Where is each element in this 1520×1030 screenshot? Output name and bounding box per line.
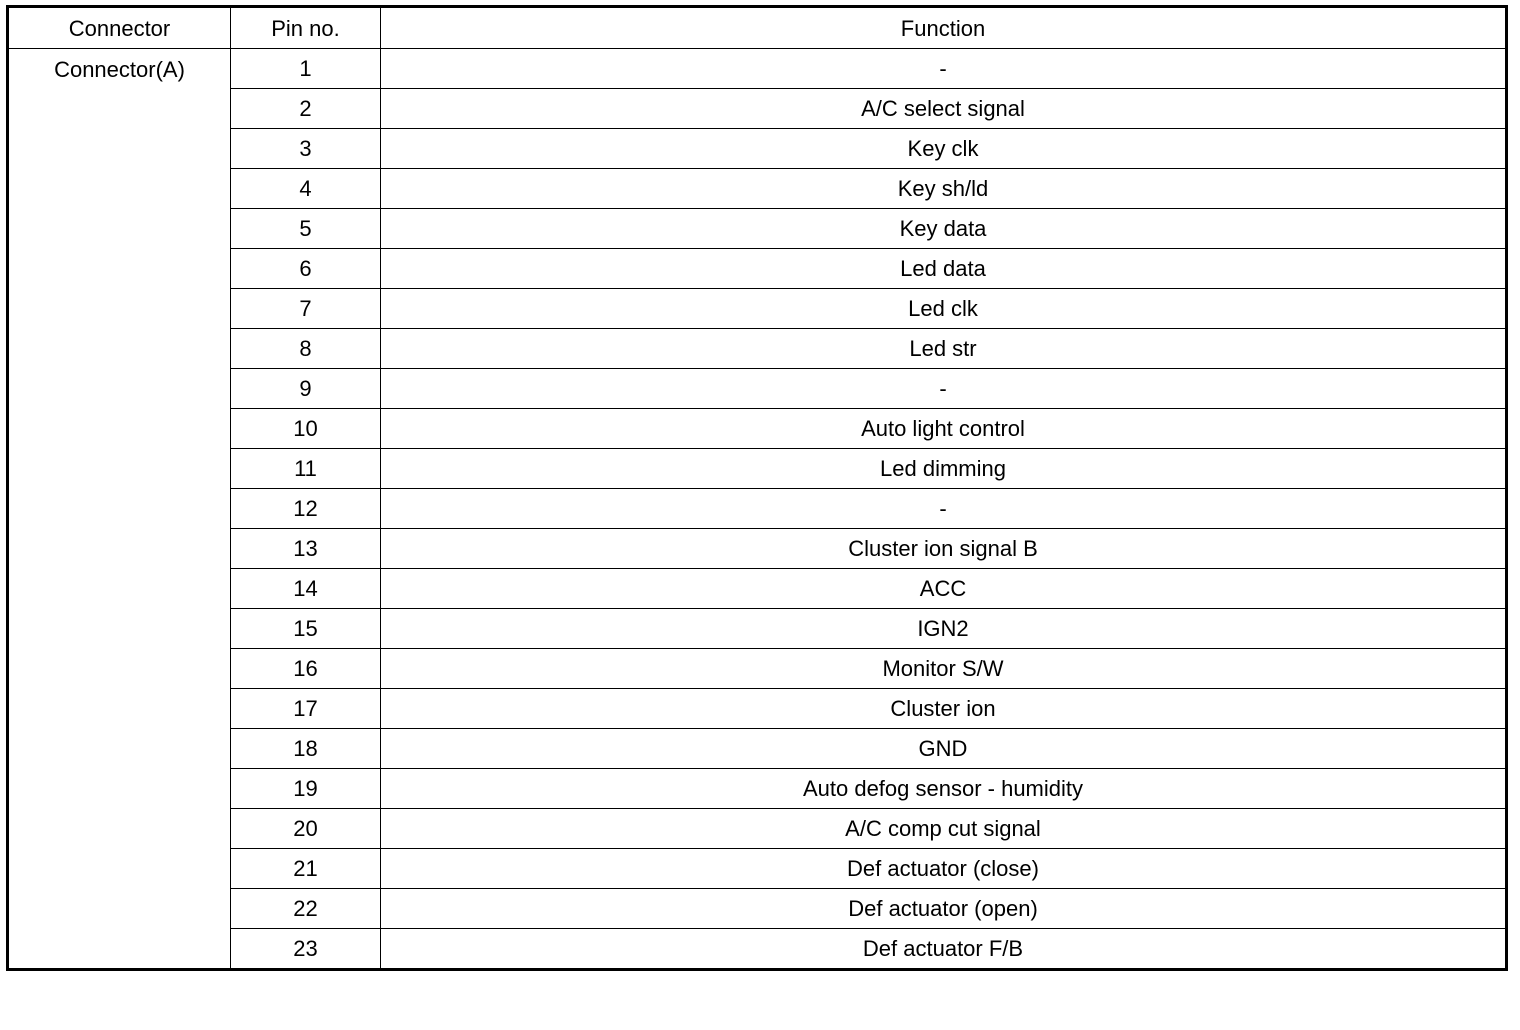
pin-number-cell: 1: [231, 49, 381, 89]
pin-function-cell: ACC: [381, 569, 1507, 609]
table-row: [8, 849, 1507, 889]
pin-function-cell: -: [381, 369, 1507, 409]
pin-function-cell: Led data: [381, 249, 1507, 289]
pin-number-cell: 10: [231, 409, 381, 449]
pin-function-cell: IGN2: [381, 609, 1507, 649]
table-row: [8, 329, 1507, 369]
pin-number-cell: 7: [231, 289, 381, 329]
pin-number-cell: 3: [231, 129, 381, 169]
pin-number-cell: 5: [231, 209, 381, 249]
table-row: [8, 449, 1507, 489]
pin-number-cell: 4: [231, 169, 381, 209]
table-row: [8, 729, 1507, 769]
pin-function-cell: -: [381, 489, 1507, 529]
table-row: [8, 209, 1507, 249]
pin-function-cell: Monitor S/W: [381, 649, 1507, 689]
table-body: [8, 49, 1507, 970]
table-row: [8, 929, 1507, 970]
pin-function-cell: Auto defog sensor - humidity: [381, 769, 1507, 809]
pin-function-cell: Led str: [381, 329, 1507, 369]
pin-function-cell: Cluster ion: [381, 689, 1507, 729]
table-row: [8, 489, 1507, 529]
pin-function-cell: Def actuator F/B: [381, 929, 1507, 970]
pin-number-cell: 2: [231, 89, 381, 129]
table-row: [8, 289, 1507, 329]
table-row: [8, 369, 1507, 409]
pin-number-cell: 19: [231, 769, 381, 809]
pin-function-cell: -: [381, 49, 1507, 89]
table-row: [8, 689, 1507, 729]
header-function: Function: [381, 7, 1507, 49]
pin-function-cell: Led dimming: [381, 449, 1507, 489]
pin-number-cell: 23: [231, 929, 381, 970]
pin-function-cell: Led clk: [381, 289, 1507, 329]
pin-function-cell: Key data: [381, 209, 1507, 249]
pin-number-cell: 18: [231, 729, 381, 769]
table-row: [8, 249, 1507, 289]
table-row: [8, 49, 1507, 89]
pin-function-cell: Auto light control: [381, 409, 1507, 449]
table-row: [8, 409, 1507, 449]
table-row: [8, 769, 1507, 809]
table-header-row: [8, 7, 1507, 49]
table-row: [8, 89, 1507, 129]
pin-function-cell: A/C comp cut signal: [381, 809, 1507, 849]
pin-number-cell: 12: [231, 489, 381, 529]
table-row: [8, 889, 1507, 929]
pin-number-cell: 13: [231, 529, 381, 569]
pin-number-cell: 8: [231, 329, 381, 369]
pin-number-cell: 6: [231, 249, 381, 289]
pin-function-table: [6, 5, 1508, 971]
pin-number-cell: 11: [231, 449, 381, 489]
connector-name-cell: Connector(A): [8, 49, 231, 970]
pin-function-cell: Key clk: [381, 129, 1507, 169]
pin-number-cell: 22: [231, 889, 381, 929]
pin-number-cell: 15: [231, 609, 381, 649]
pin-number-cell: 16: [231, 649, 381, 689]
pin-number-cell: 17: [231, 689, 381, 729]
pin-number-cell: 14: [231, 569, 381, 609]
pin-function-cell: Def actuator (close): [381, 849, 1507, 889]
table-row: [8, 609, 1507, 649]
pin-function-cell: Cluster ion signal B: [381, 529, 1507, 569]
table-row: [8, 169, 1507, 209]
pin-number-cell: 20: [231, 809, 381, 849]
header-pin-no: Pin no.: [231, 7, 381, 49]
pin-function-cell: A/C select signal: [381, 89, 1507, 129]
pin-function-cell: GND: [381, 729, 1507, 769]
table-row: [8, 569, 1507, 609]
table-row: [8, 809, 1507, 849]
header-connector: Connector: [8, 7, 231, 49]
table-row: [8, 649, 1507, 689]
pin-number-cell: 21: [231, 849, 381, 889]
table-row: [8, 129, 1507, 169]
pin-number-cell: 9: [231, 369, 381, 409]
pin-function-cell: Def actuator (open): [381, 889, 1507, 929]
pin-function-cell: Key sh/ld: [381, 169, 1507, 209]
table-row: [8, 529, 1507, 569]
